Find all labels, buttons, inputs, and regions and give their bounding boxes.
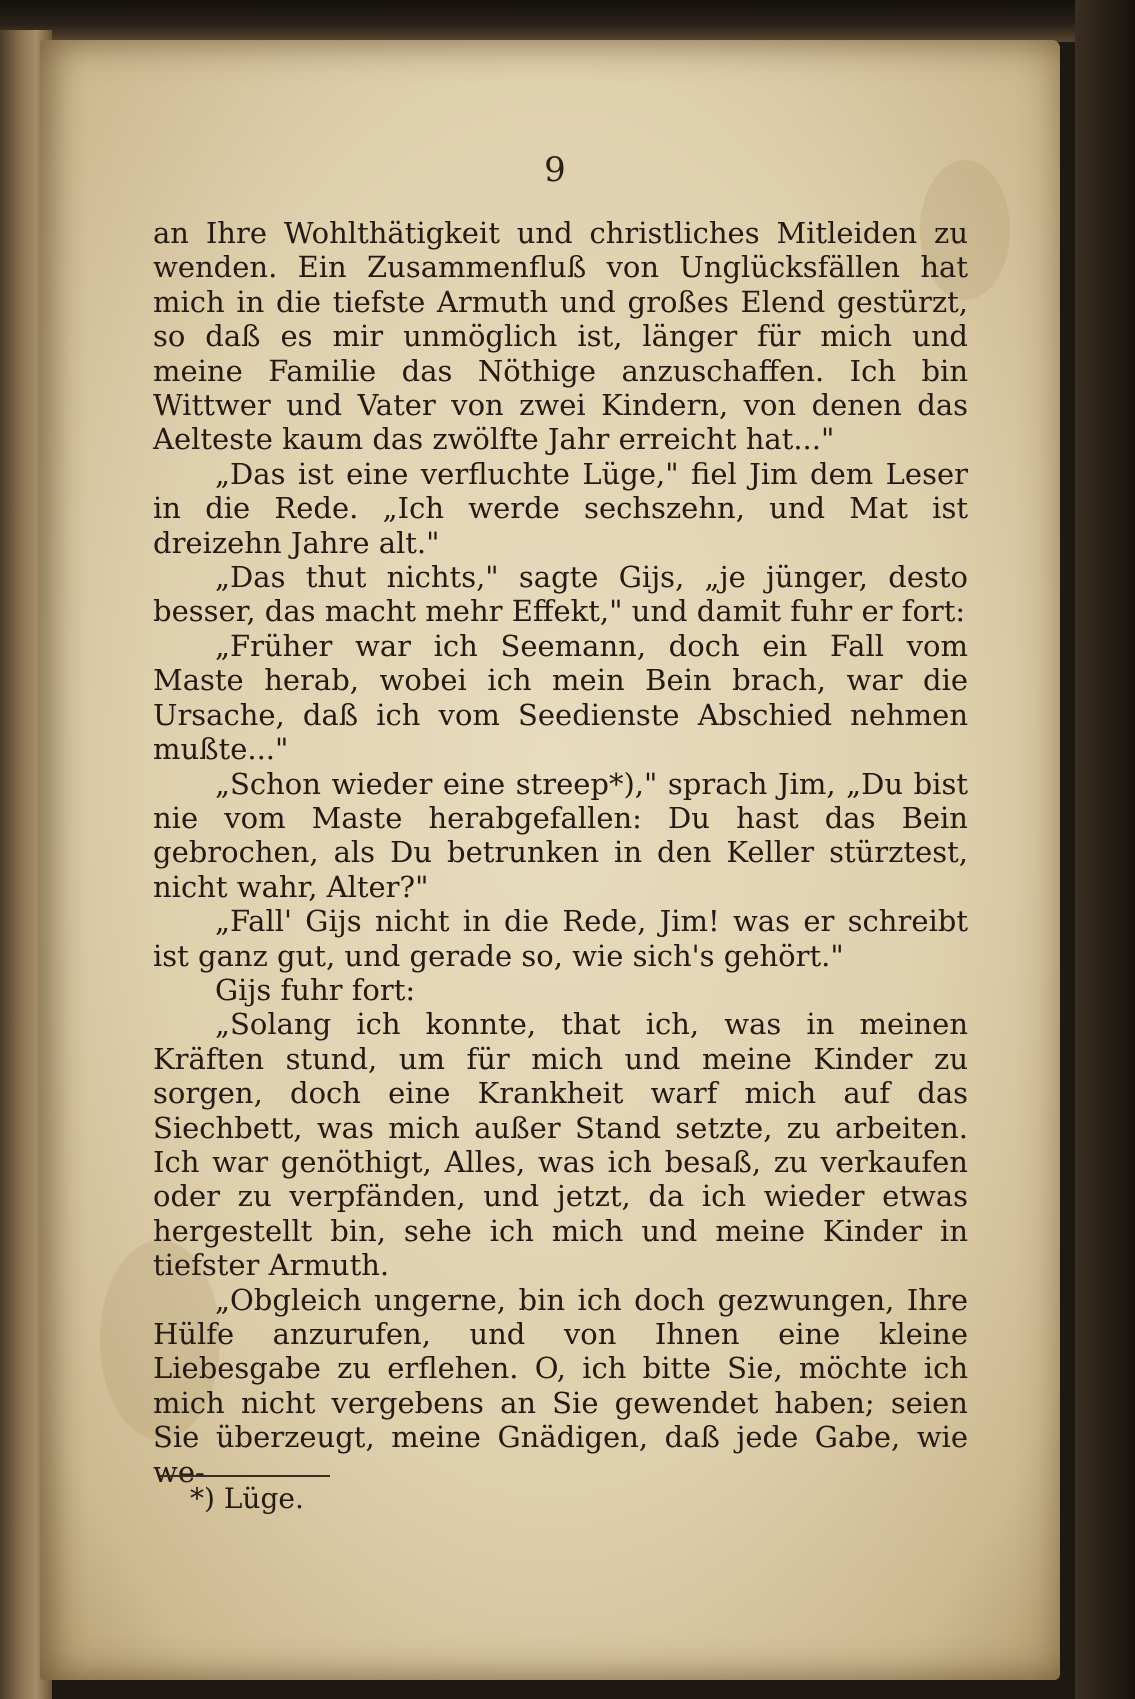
paragraph: an Ihre Wohlthätigkeit und christliches Mitleiden zu wenden. Ein Zusammenfluß von Unglücksfällen hat mich in die tiefste Armuth und großes Elend gestürzt, so daß es mir unmöglich ist, länger für mich und meine Familie das Nöthige anzuschaffen. Ich bin Wittwer und Vater von zwei Kindern, von denen das Aelteste kaum das zwölfte Jahr erreicht hat..." — [153, 216, 968, 457]
paragraph: „Früher war ich Seemann, doch ein Fall vom Maste herab, wobei ich mein Bein brach, war die Ursache, daß ich vom Seedienste Abschied nehmen mußte..." — [153, 628, 968, 767]
book-top-edge — [0, 0, 1135, 42]
paragraph: „Fall' Gijs nicht in die Rede, Jim! was er schreibt ist ganz gut, und gerade so, wie sich's gehört." — [153, 904, 968, 973]
paragraph: „Schon wieder eine streep*)," sprach Jim, „Du bist nie vom Maste herabgefallen: Du hast das Bein gebrochen, als Du betrunken in den Keller stürztest, nicht wahr, Alter?" — [153, 766, 968, 904]
paragraph: „Das thut nichts," sagte Gijs, „je jünger, desto besser, das macht mehr Effekt," und damit fuhr er fort: — [153, 560, 968, 629]
footnote-divider — [160, 1475, 330, 1477]
paragraph: „Obgleich ungerne, bin ich doch gezwungen, Ihre Hülfe anzurufen, und von Ihnen eine kleine Liebesgabe zu erflehen. O, ich bitte Sie, möchte ich mich nicht vergebens an Sie gewendet haben; seien Sie überzeugt, meine Gnädigen, daß jede Gabe, wie we- — [153, 1282, 968, 1489]
footnote: *) Lüge. — [190, 1482, 304, 1515]
book-cover-edge — [1075, 0, 1135, 1699]
body-text — [153, 216, 968, 1489]
paragraph: „Das ist eine verfluchte Lüge," fiel Jim dem Leser in die Rede. „Ich werde sechszehn, und Mat ist dreizehn Jahre alt." — [153, 456, 968, 560]
page-number: 9 — [544, 150, 566, 190]
paragraph: „Solang ich konnte, that ich, was in meinen Kräften stund, um für mich und meine Kinder zu sorgen, doch eine Krankheit warf mich auf das Siechbett, was mich außer Stand setzte, zu arbeiten. Ich war genöthigt, Alles, was ich besaß, zu verkaufen oder zu verpfänden, und jetzt, da ich wieder etwas hergestellt bin, sehe ich mich und meine Kinder in tiefster Armuth. — [153, 1007, 968, 1283]
paragraph: Gijs fuhr fort: — [215, 972, 416, 1007]
